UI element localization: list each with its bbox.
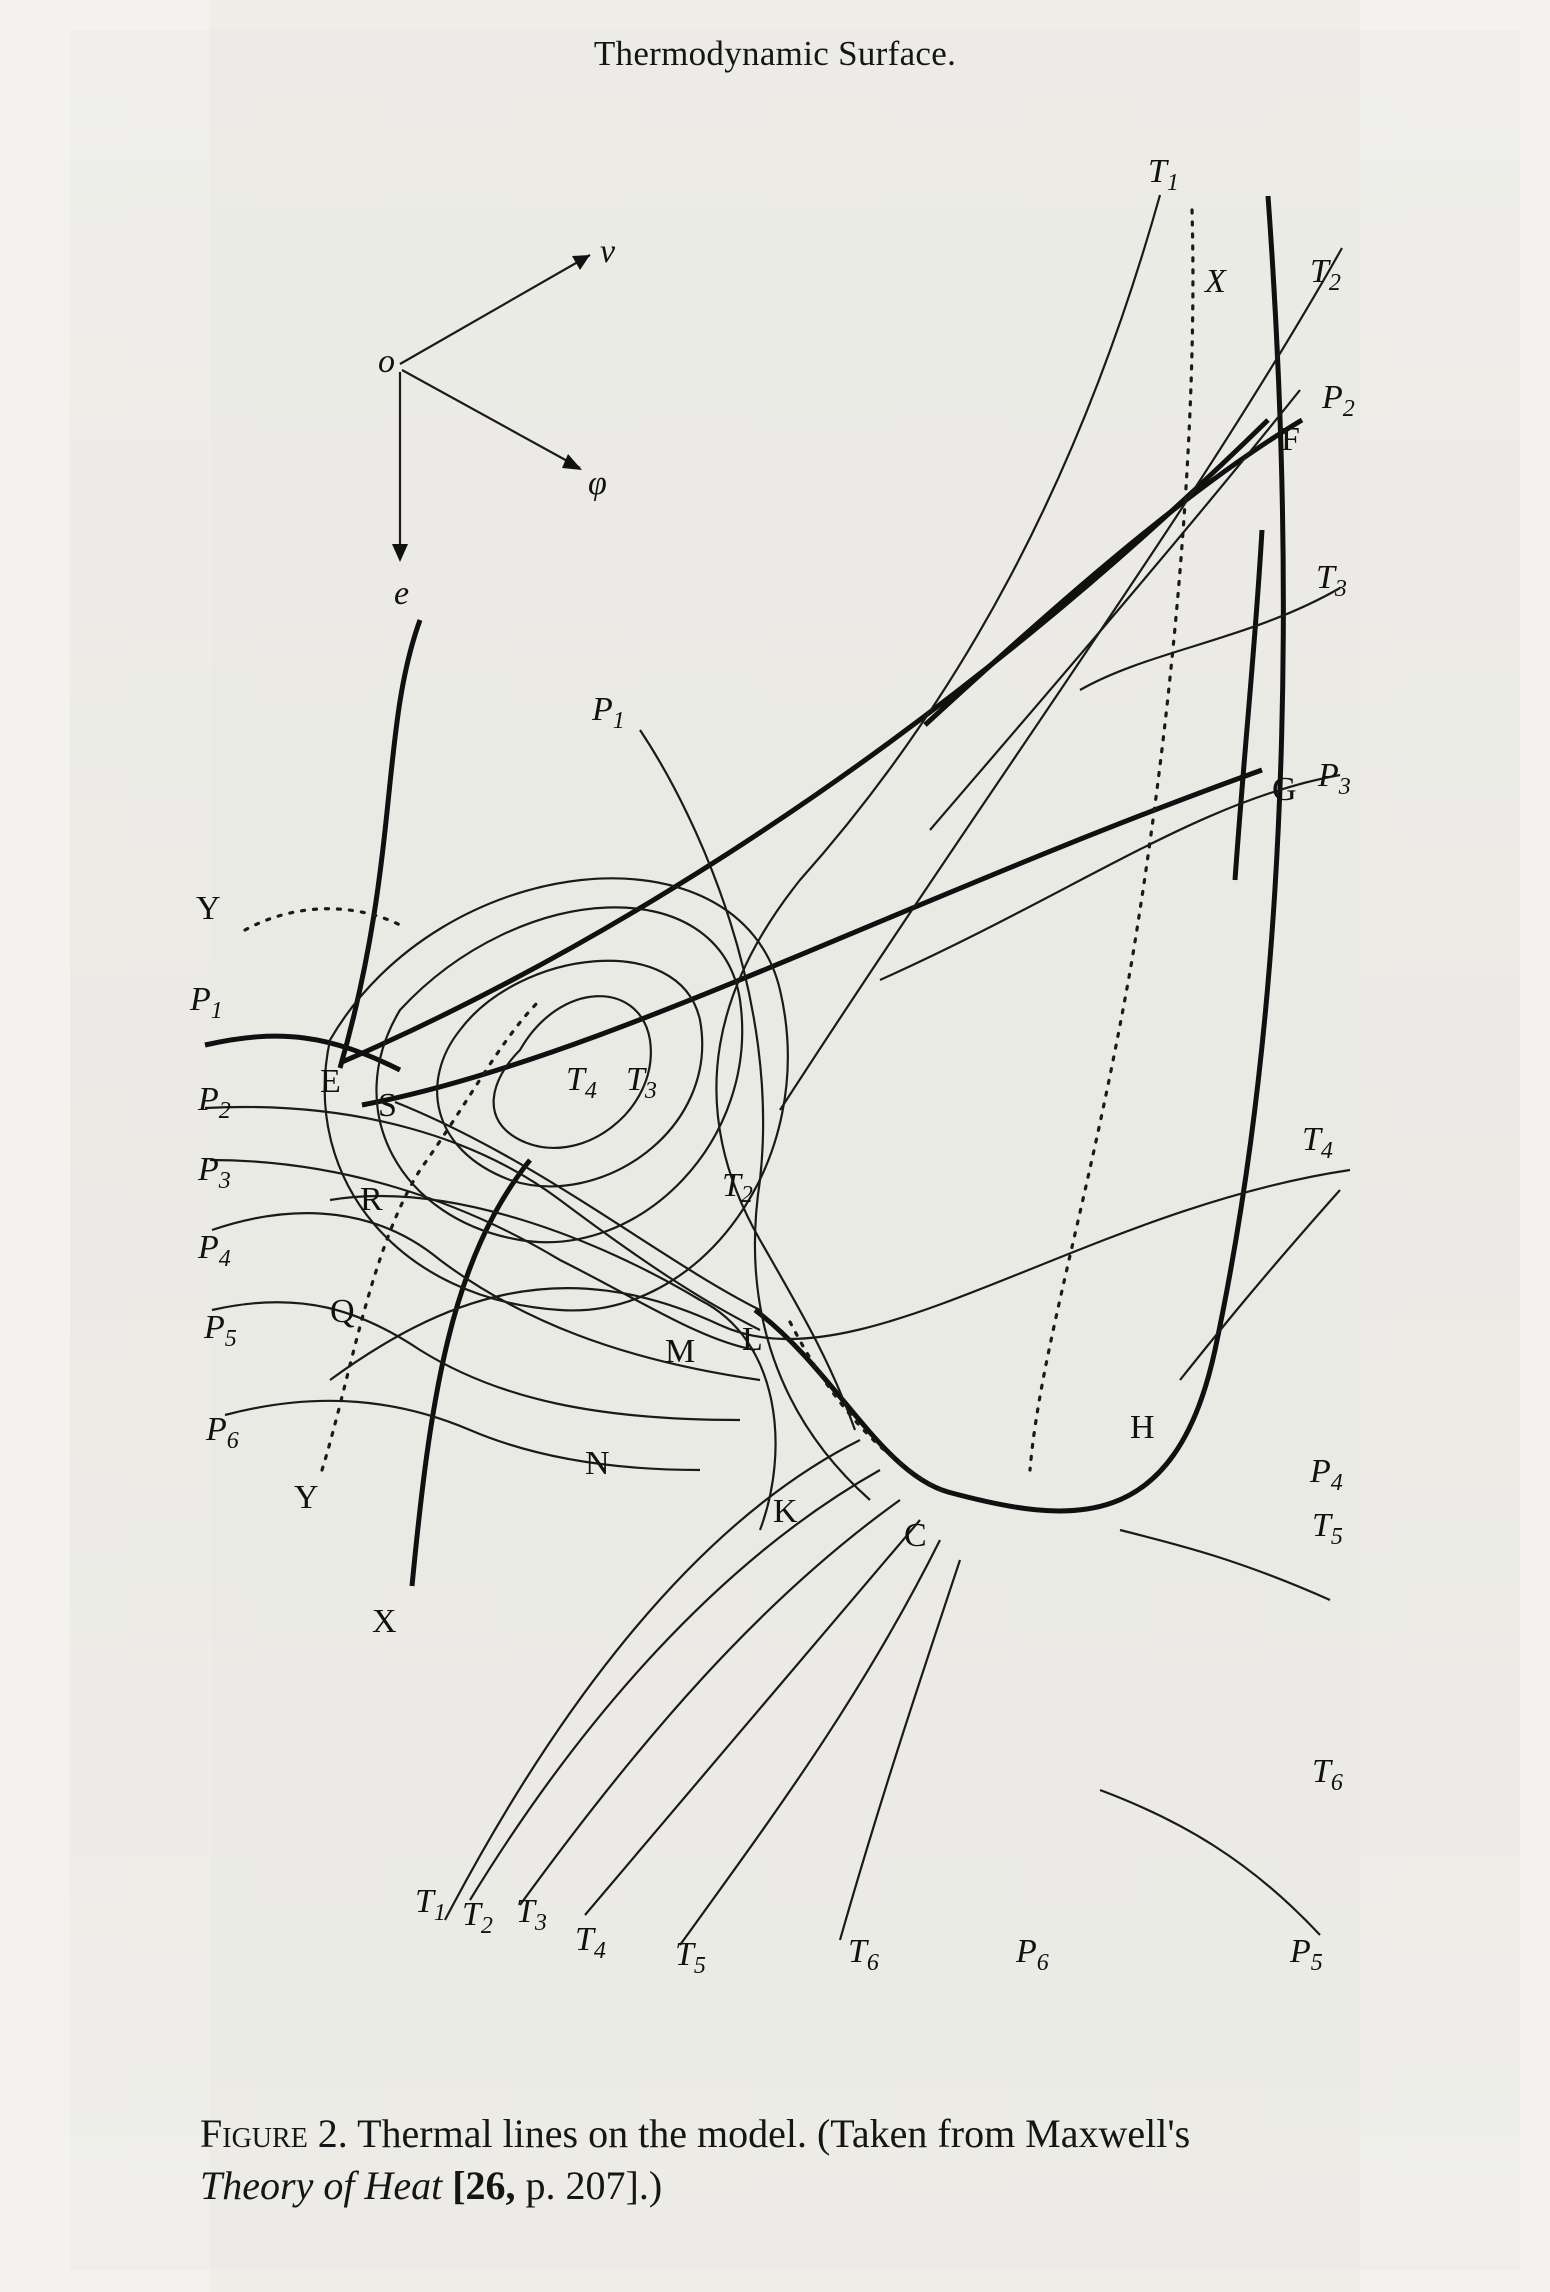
axis-origin-label: o bbox=[378, 343, 395, 380]
label-T5-bottom: $T_5$ bbox=[675, 1936, 706, 1979]
loop-T2 bbox=[376, 907, 742, 1242]
point-R: R bbox=[360, 1181, 383, 1218]
label-T3-right: $T_3$ bbox=[1316, 559, 1347, 602]
isopiestic-P1-mid bbox=[640, 730, 870, 1500]
line-labels bbox=[189, 153, 1355, 1979]
label-P2-left: $P_2$ bbox=[198, 1081, 231, 1124]
line-P5-bottom bbox=[1100, 1790, 1320, 1935]
point-X-bottom: X bbox=[372, 1603, 397, 1640]
thick-line-F-lower bbox=[925, 420, 1302, 725]
point-F: F bbox=[1281, 421, 1300, 458]
figure-caption bbox=[200, 2108, 1400, 2212]
point-X-top: X bbox=[1205, 263, 1226, 300]
axis-v-line bbox=[400, 255, 590, 364]
label-P5-left: $P_5$ bbox=[204, 1309, 237, 1352]
caption-text: Thermal lines on the model. (Taken from Maxwell's bbox=[357, 2111, 1191, 2156]
point-N: N bbox=[585, 1445, 610, 1482]
isothermal-T2-bottom bbox=[470, 1470, 880, 1900]
caption-book-title: Theory of Heat bbox=[200, 2163, 443, 2208]
label-P6-bottom: $P_6$ bbox=[1016, 1933, 1049, 1976]
axis-phi-label: φ bbox=[588, 465, 607, 502]
isothermal-T1-bottom bbox=[445, 1440, 860, 1920]
axis-phi-arrowhead bbox=[562, 454, 582, 470]
axis-phi-line bbox=[402, 370, 580, 468]
point-K: K bbox=[773, 1493, 798, 1530]
line-T6-right bbox=[1120, 1530, 1330, 1600]
label-P3-left: $P_3$ bbox=[198, 1151, 231, 1194]
label-T1-bottom: $T_1$ bbox=[415, 1883, 446, 1926]
caption-reference: [26, bbox=[452, 2163, 516, 2208]
line-H bbox=[330, 1170, 1350, 1380]
running-head: Thermodynamic Surface. bbox=[593, 34, 957, 73]
label-T4-bottom: $T_4$ bbox=[575, 1921, 606, 1964]
thick-boundary-lines bbox=[205, 196, 1302, 1586]
label-T3-loop: $T_3$ bbox=[626, 1061, 657, 1104]
label-T6-bottom: $T_6$ bbox=[848, 1933, 879, 1976]
axis-e-label: e bbox=[394, 575, 410, 612]
label-P5-bottom: $P_5$ bbox=[1290, 1933, 1323, 1976]
thick-line-to-X bbox=[412, 1160, 530, 1586]
label-T5-right: $T_5$ bbox=[1312, 1507, 1343, 1550]
label-P1-mid: $P_1$ bbox=[592, 691, 625, 734]
dotted-C-region bbox=[790, 1322, 950, 1495]
point-Q: Q bbox=[330, 1293, 355, 1330]
axis-e-arrowhead bbox=[392, 544, 408, 562]
label-P3-right: $P_3$ bbox=[1318, 757, 1351, 800]
dotted-Y-bottom bbox=[322, 1000, 540, 1470]
thick-line-P1-left bbox=[205, 1036, 400, 1070]
point-C: C bbox=[904, 1517, 927, 1554]
label-T2-loop: T2 bbox=[722, 1167, 753, 1208]
caption-page: p. 207].) bbox=[525, 2163, 663, 2208]
point-L: L bbox=[742, 1321, 763, 1358]
label-T4-right: $T_4$ bbox=[1302, 1121, 1333, 1164]
label-T4-loop: $T_4$ bbox=[566, 1061, 597, 1104]
point-E: E bbox=[320, 1063, 341, 1100]
point-Y-left: Y bbox=[196, 890, 221, 927]
point-G: G bbox=[1272, 771, 1297, 808]
label-P1-left: $P_1$ bbox=[190, 981, 223, 1024]
label-T1-top: $T_1$ bbox=[1148, 153, 1179, 196]
label-P4-right: $P_4$ bbox=[1310, 1453, 1343, 1496]
line-T4-right bbox=[1180, 1190, 1340, 1380]
label-P6-left: $P_6$ bbox=[206, 1411, 239, 1454]
dotted-X-top bbox=[1030, 210, 1193, 1470]
thin-isolines bbox=[205, 195, 1350, 1945]
point-S: S bbox=[378, 1087, 397, 1124]
axis-diagram bbox=[378, 233, 616, 612]
label-P4-left: $P_4$ bbox=[198, 1229, 231, 1272]
point-Y-bottom: Y bbox=[294, 1479, 319, 1516]
axis-v-label: v bbox=[600, 233, 616, 270]
caption-label: Figure 2. bbox=[200, 2111, 348, 2156]
label-P2-right: $P_2$ bbox=[1322, 379, 1355, 422]
isothermal-T4-bottom bbox=[585, 1520, 920, 1915]
thick-line-E-F bbox=[342, 420, 1268, 1062]
point-M: M bbox=[665, 1333, 696, 1370]
label-T2-bottom: $T_2$ bbox=[462, 1896, 493, 1939]
label-T2-top: $T_2$ bbox=[1310, 253, 1341, 296]
isopiestic-P6-left bbox=[225, 1401, 700, 1470]
thick-tick-G bbox=[1235, 530, 1262, 880]
isothermal-T2-top bbox=[780, 248, 1342, 1110]
axis-v-arrowhead bbox=[572, 255, 590, 270]
main-thick-curve bbox=[755, 196, 1283, 1511]
point-H: H bbox=[1130, 1409, 1155, 1446]
label-T6-right: $T_6$ bbox=[1312, 1753, 1343, 1796]
label-T3-bottom: $T_3$ bbox=[516, 1893, 547, 1936]
